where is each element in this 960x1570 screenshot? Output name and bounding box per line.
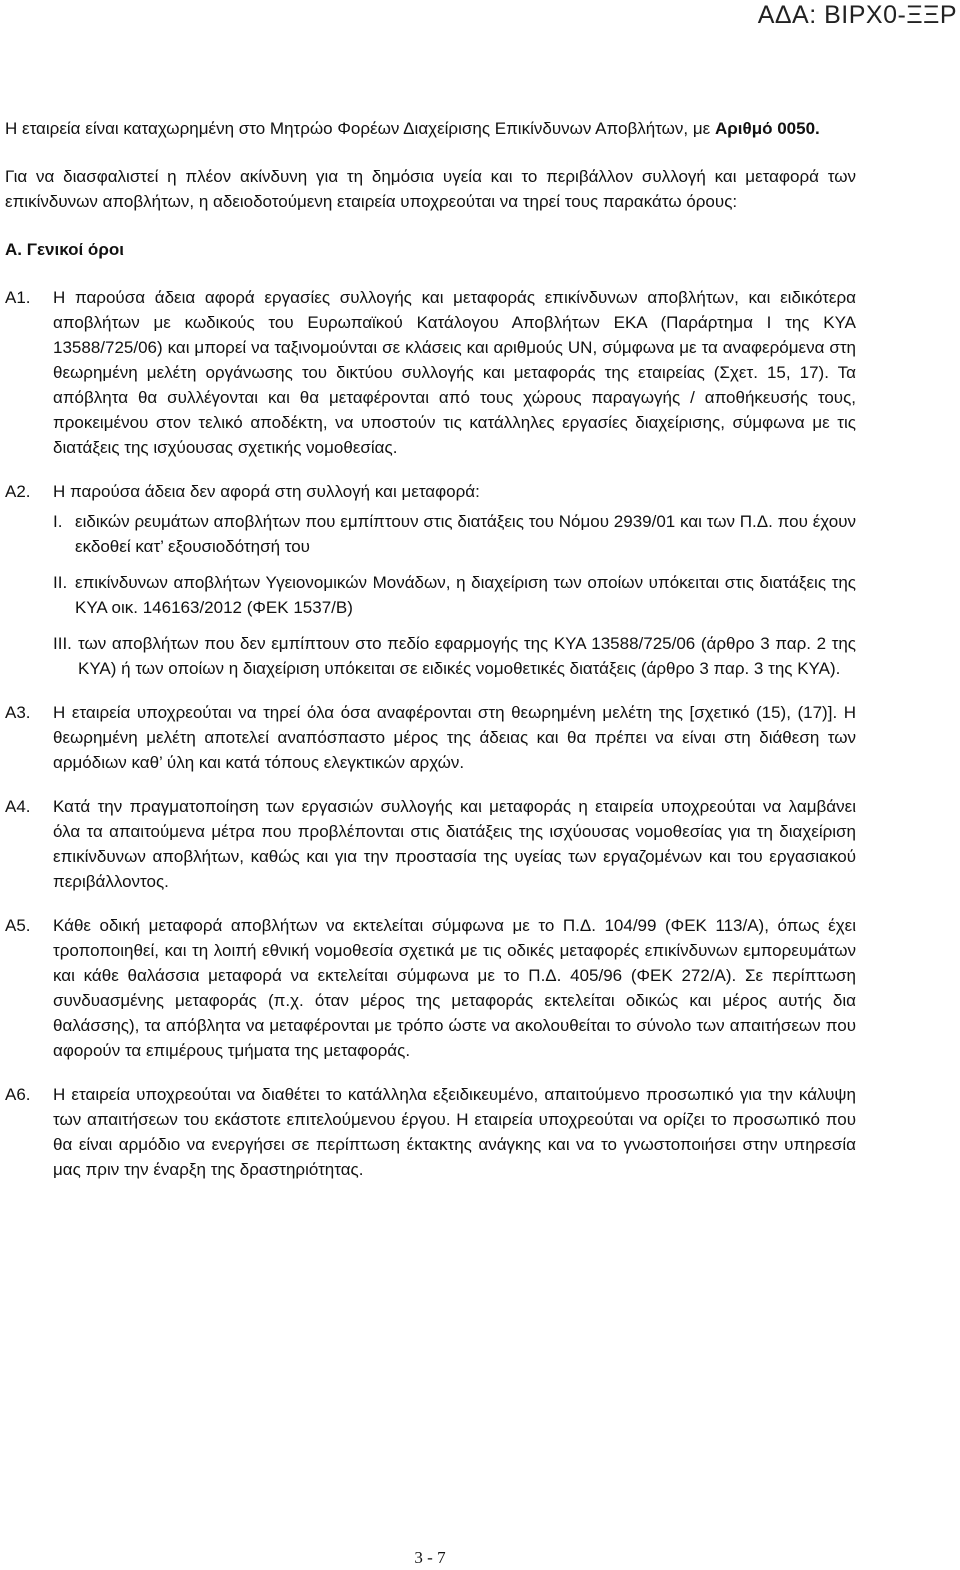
term-text: Η παρούσα άδεια αφορά εργασίες συλλογής και μεταφοράς επικίνδυνων αποβλήτων, και ειδικότερα αποβλήτων με κωδικούς του Ευρωπαϊκού Κατάλογου Αποβλήτων ΕΚΑ (Παράρτημα Ι της ΚΥΑ 13588/725/06) και μπορεί να ταξινομούνται σε κλάσεις και αριθμούς UN, σύμφωνα με τα αναφερόμενα στη θεωρημένη μελέτη οργάνωσης του δικτύου συλλογής και μεταφοράς της εταιρείας (Σχετ. 15, 17). Τα απόβλητα θα συλλέγονται και θα μεταφέρονται από τους χώρους παραγωγής / αποθήκευσής τους, προκειμένου στον τελικό αποδέκτη, να υποστούν τις κατάλληλες εργασίες διαχείρισης, σύμφωνα με τις διατάξεις της ισχύουσας σχετικής νομοθεσίας.	[53, 288, 856, 457]
term-item-a6	[5, 1082, 856, 1182]
term-item-a1	[5, 285, 856, 460]
registration-number: Αριθμό 0050.	[714, 119, 820, 138]
term-text: Η εταιρεία υποχρεούται να τηρεί όλα όσα αναφέρονται στη θεωρημένη μελέτη της [σχετικό (15), (17)]. Η θεωρημένη μελέτη αποτελεί αναπόσπαστο μέρος της άδειας και θα πρέπει να είναι στη διάθεση των αρμόδιων καθ’ ύλη και κατά τόπους ελεγκτικών αρχών.	[53, 703, 856, 772]
exclusion-text: ειδικών ρευμάτων αποβλήτων που εμπίπτουν στις διατάξεις του Νόμου 2939/01 και των Π.Δ. που έχουν εκδοθεί κατ’ εξουσιοδότησή του	[75, 512, 856, 556]
term-text: Η παρούσα άδεια δεν αφορά στη συλλογή και μεταφορά:	[53, 482, 480, 501]
term-item-a5	[5, 913, 856, 1063]
term-number: Α4.	[5, 797, 31, 816]
document-reference-code: ΑΔΑ: ΒΙΡΧ0-ΞΞΡ	[757, 1, 957, 29]
section-title-general-terms: Α. Γενικοί όροι	[5, 240, 124, 259]
term-text: Η εταιρεία υποχρεούται να διαθέτει το κατάλληλα εξειδικευμένο, απαιτούμενο προσωπικό για την κάλυψη των απαιτήσεων του εκάστοτε επιτελούμενου έργου. Η εταιρεία υποχρεούται να ορίζει το προσωπικό που θα είναι αρμόδιο να ενεργήσει σε περίπτωση έκτακτης ανάγκης και να το γνωστοποιήσει στην υπηρεσία μας πριν την έναρξη της δραστηριότητας.	[53, 1085, 856, 1179]
exclusion-text: των αποβλήτων που δεν εμπίπτουν στο πεδίο εφαρμογής της ΚΥΑ 13588/725/06 (άρθρο 3 παρ. 2 της ΚΥΑ) ή των οποίων η διαχείριση υπόκειται σε ειδικές νομοθετικές διατάξεις (άρθρο 3 παρ. 3 της ΚΥΑ).	[78, 634, 856, 678]
a2-exclusions-list	[5, 509, 856, 681]
term-text: Κατά την πραγματοποίηση των εργασιών συλλογής και μεταφοράς η εταιρεία υποχρεούται να λαμβάνει όλα τα απαιτούμενα μέτρα που προβλέπονται στις διατάξεις της ισχύουσας νομοθεσίας για τη διαχείριση επικίνδυνων αποβλήτων, καθώς και για την προστασία της υγείας των εργαζομένων και του εργασιακού περιβάλλοντος.	[53, 797, 856, 891]
term-number: Α3.	[5, 703, 31, 722]
exclusion-number: I.	[53, 512, 63, 531]
term-number: Α5.	[5, 916, 31, 935]
term-item-a2	[5, 479, 856, 504]
term-item-a4	[5, 794, 856, 894]
exclusion-number: II.	[53, 573, 68, 592]
term-text: Κάθε οδική μεταφορά αποβλήτων να εκτελείται σύμφωνα με το Π.Δ. 104/99 (ΦΕΚ 113/Α), όπως έχει τροποποιηθεί, και τη λοιπή εθνική νομοθεσία σχετικά με τις οδικές μεταφορές επικίνδυνων εμπορευμάτων και κάθε θαλάσσια μεταφορά να εκτελείται σύμφωνα με το Π.Δ. 405/96 (ΦΕΚ 272/Α). Σε περίπτωση συνδυασμένης μεταφοράς (π.χ. όταν μέρος της μεταφοράς εκτελείται οδικώς και μέρος αυτής δια θαλάσσης), τα απόβλητα να μεταφέρονται με τρόπο ώστε να ακολουθείται το σύνολο των απαιτήσεων που αφορούν τα επιμέρους τμήματα της μεταφοράς.	[53, 916, 856, 1060]
document-body	[5, 116, 856, 1201]
term-number: Α2.	[5, 482, 31, 501]
exclusion-item-3	[53, 631, 856, 681]
exclusion-item-2	[53, 570, 856, 620]
term-number: Α6.	[5, 1085, 31, 1104]
intro-obligations-paragraph: Για να διασφαλιστεί η πλέον ακίνδυνη για τη δημόσια υγεία και το περιβάλλον συλλογή και μεταφορά των επικίνδυνων αποβλήτων, η αδειοδοτούμενη εταιρεία υποχρεούται να τηρεί τους παρακάτω όρους:	[5, 167, 856, 211]
page-number: 3 - 7	[414, 1548, 446, 1567]
exclusion-item-1	[53, 509, 856, 559]
exclusion-text: επικίνδυνων αποβλήτων Υγειονομικών Μονάδων, η διαχείριση των οποίων υπόκειται στις διατάξεις της ΚΥΑ οικ. 146163/2012 (ΦΕΚ 1537/Β)	[75, 573, 856, 617]
exclusion-number: III.	[53, 634, 72, 653]
term-item-a3	[5, 700, 856, 775]
term-number: Α1.	[5, 288, 31, 307]
intro-registration-text: Η εταιρεία είναι καταχωρημένη στο Μητρώο Φορέων Διαχείρισης Επικίνδυνων Αποβλήτων, με	[5, 119, 715, 138]
intro-registration-paragraph	[5, 116, 856, 141]
